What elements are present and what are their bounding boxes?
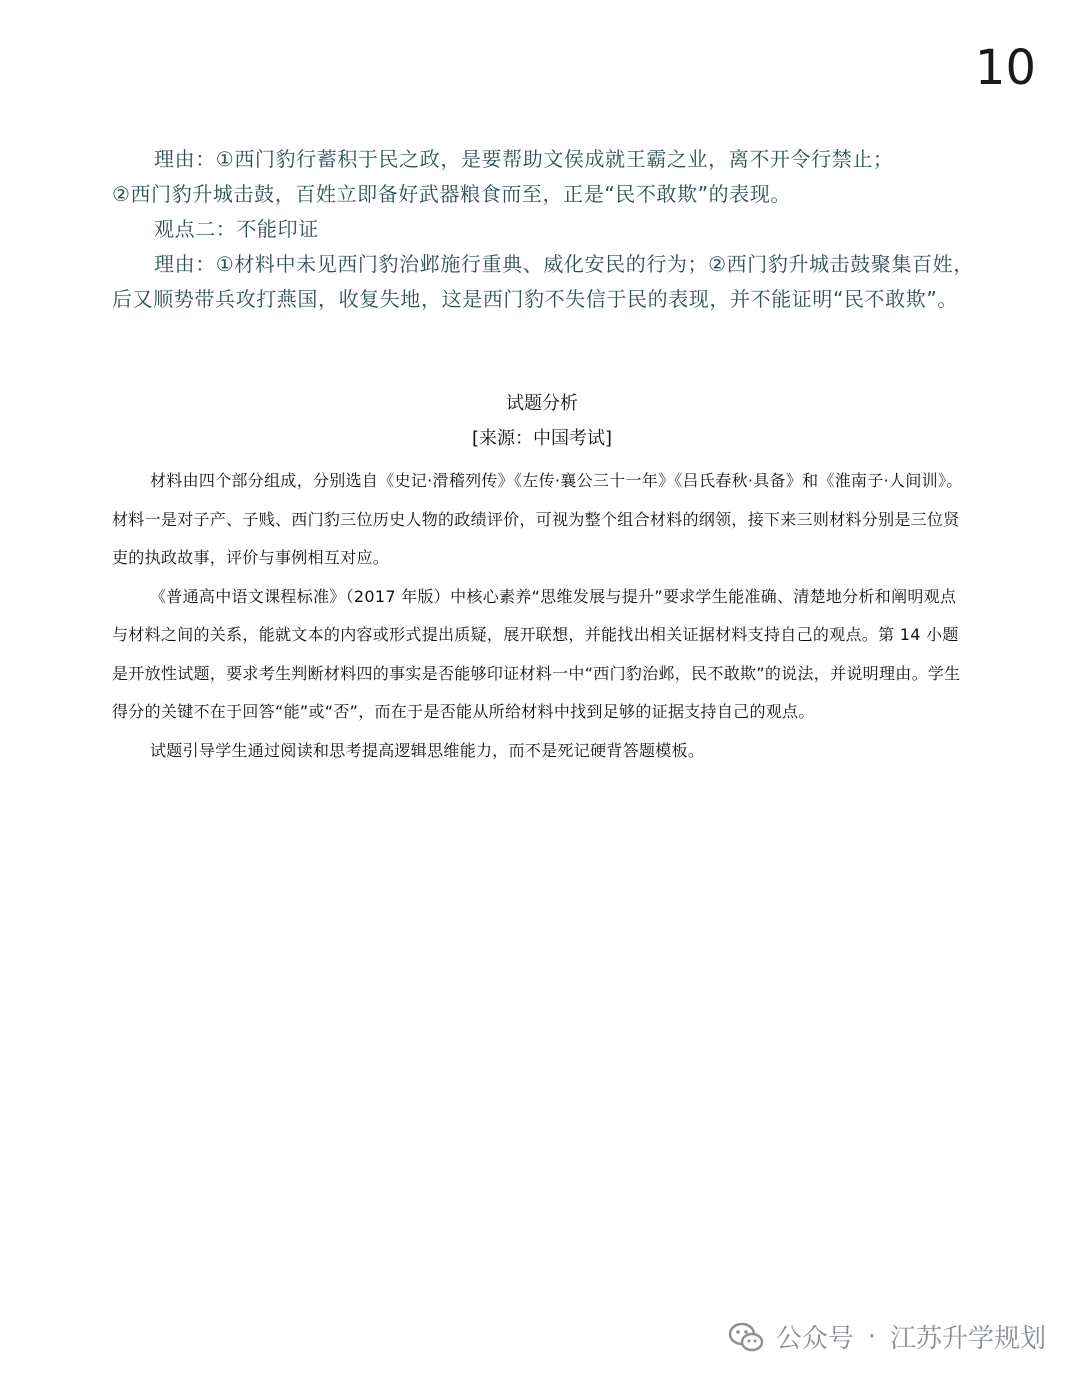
wechat-icon [728,1321,764,1353]
analysis-source: [来源：中国考试] [471,428,613,449]
analysis-paragraph: 材料由四个部分组成，分别选自《史记·滑稽列传》《左传·襄公三十一年》《吕氏春秋·具备》和《淮南子·人间训》。材料一是对子产、子贱、西门豹三位历史人物的政绩评价，可视为整个组合材料的纲领，接下来三则材料分别是三位贤吏的执政故事，评价与事例相互对应。 [112,471,963,567]
analysis-paragraph: 《普通高中语文课程标准》（2017 年版）中核心素养“思维发展与提升”要求学生能准确、清楚地分析和阐明观点与材料之间的关系，能就文本的内容或形式提出质疑，展开联想，并能找出相关证据材料支持自己的观点。第 14 小题是开放性试题，要求考生判断材料四的事实是否能够印证材料一中“西门豹治邺，民不敢欺”的说法，并说明理由。学生得分的关键不在于回答“能”或“否”，而在于是否能从所给材料中找到足够的证据支持自己的观点。 [112,586,961,721]
answer-block [112,142,982,317]
answer-paragraph: 观点二：不能印证 [154,217,319,241]
answer-paragraph: 理由：①西门豹行蓄积于民之政，是要帮助文侯成就王霸之业，离不开令行禁止； [154,147,894,171]
watermark-separator: · [867,1321,876,1352]
watermark-label: 公众号 [775,1324,854,1354]
page-number: 10 [974,40,1036,96]
answer-paragraph: ②西门豹升城击鼓，百姓立即备好武器粮食而至，正是“民不敢欺”的表现。 [112,182,792,206]
analysis-section [112,386,972,770]
answer-paragraph: 理由：①材料中未见西门豹治邺施行重典、威化安民的行为；②西门豹升城击鼓聚集百姓，后又顺势带兵攻打燕国，收复失地，这是西门豹不失信于民的表现，并不能证明“民不敢欺”。 [112,252,974,311]
watermark-account: 江苏升学规划 [889,1324,1046,1354]
analysis-paragraph: 试题引导学生通过阅读和思考提高逻辑思维能力，而不是死记硬背答题模板。 [150,740,705,760]
watermark [728,1318,1046,1355]
analysis-title: 试题分析 [506,393,578,414]
